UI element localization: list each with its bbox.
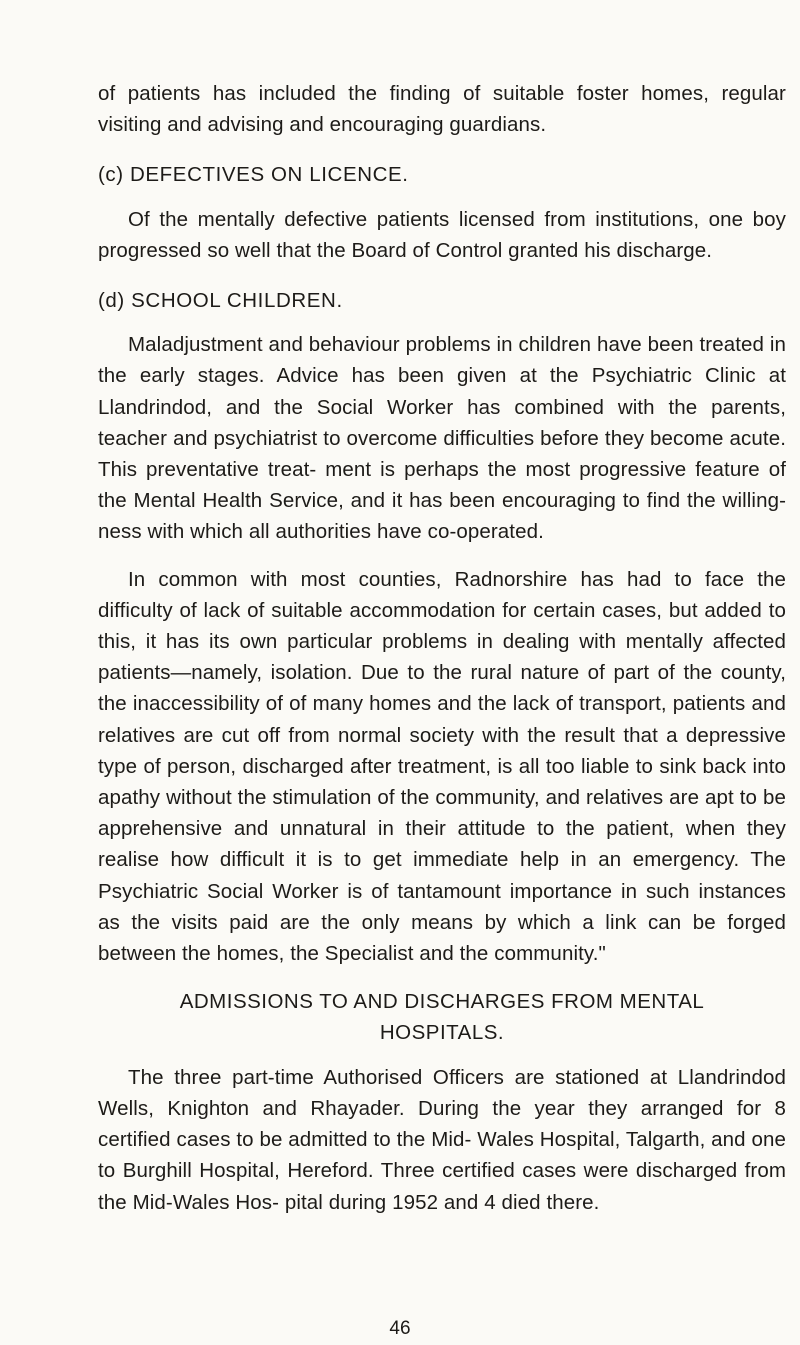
paragraph-defectives-licensed: Of the mentally defective patients licensed from institutions, one boy progressed so well that the Board of Control granted his discharge.	[98, 207, 786, 262]
heading-school-children: (d) SCHOOL CHILDREN.	[98, 289, 343, 313]
paragraph-foster-homes: of patients has included the finding of suitable foster homes, regular visiting and advising and encouraging guardians.	[98, 82, 786, 137]
paragraph-authorised-officers: The three part-time Authorised Officers are stationed at Llandrindod Wells, Knighton and Rhayader. During the year they arranged for 8 certified cases to be admitted to the Mid- Wales Hospital, Talgarth, and one to Burghill Hospital, Hereford. Three certified cases were discharged from the Mid-Wales Hos- pital during 1952 and 4 died there.	[98, 1065, 786, 1214]
heading-defectives-on-licence: (c) DEFECTIVES ON LICENCE.	[98, 163, 409, 187]
document-page	[98, 78, 786, 1218]
section-title-admissions	[98, 986, 786, 1048]
paragraph-maladjustment: Maladjustment and behaviour problems in children have been treated in the early stages. Advice has been given at the Psychiatric Clinic at Llandrindod, and the Social Worker has combined with the parents, teacher and psychiatrist to overcome difficulties before they become acute. This preventative treat- ment is perhaps the most progressive feature of the Mental Health Service, and it has been encouraging to find the willing- ness with which all authorities have co-operated.	[98, 333, 786, 544]
section-title-line-2: HOSPITALS.	[379, 1021, 505, 1045]
section-title-line-1: ADMISSIONS TO AND DISCHARGES FROM MENTAL	[179, 990, 705, 1014]
paragraph-radnorshire-isolation: In common with most counties, Radnorshire has had to face the difficulty of lack of suitable accommodation for certain cases, but added to this, it has its own particular problems in dealing with mentally affected patients—namely, isolation. Due to the rural nature of part of the county, the inaccessibility of of many homes and the lack of transport, patients and relatives are cut off from normal society with the result that a depressive type of person, discharged after treatment, is all too liable to sink back into apathy without the stimulation of the community, and relatives are apt to be apprehensive and unnatural in their attitude to the patient, when they realise how difficult it is to get immediate help in an emergency. The Psychiatric Social Worker is of tantamount importance in such instances as the visits paid are the only means by which a link can be forged between the homes, the Specialist and the community."	[98, 567, 786, 966]
page-number: 46	[389, 1318, 411, 1339]
